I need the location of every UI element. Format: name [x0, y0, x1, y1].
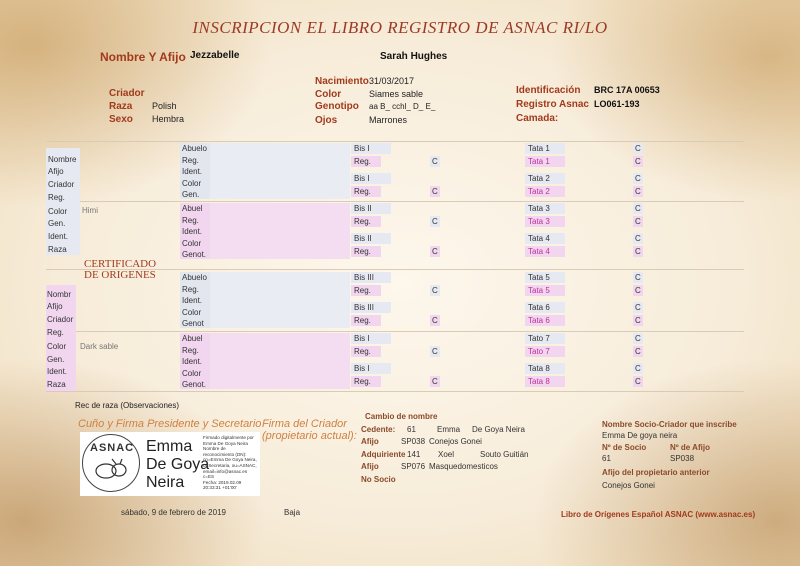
digital-signature-line: 20:33:31 +01'00'	[203, 485, 237, 491]
grandparent-field-label: Color	[182, 178, 202, 188]
c-label: C	[635, 316, 641, 325]
adq-last: Souto Guitián	[480, 450, 529, 459]
grandparent-field-label: Gen.	[182, 190, 200, 199]
c-label: C	[635, 187, 641, 196]
fecha: sábado, 9 de febrero de 2019	[121, 508, 226, 517]
cedente-label: Cedente:	[361, 425, 396, 434]
adq-name: Xoel	[438, 450, 455, 459]
cedente-afijo: De Goya Neira	[472, 425, 525, 434]
grandparent-field-label: Ident.	[182, 167, 203, 176]
great-grandparent-reg: Reg.	[354, 316, 371, 325]
adquiriente-label: Adquiriente	[361, 450, 406, 459]
raza-label: Raza	[109, 101, 133, 112]
tata-label-pink: Tata 6	[528, 316, 550, 325]
c-label: C	[635, 144, 641, 153]
digital-signature-text	[203, 435, 257, 491]
afijo1-label: Afijo	[361, 437, 379, 446]
cedente-num: 61	[407, 425, 416, 434]
c-label: C	[635, 204, 641, 213]
c-label: C	[635, 157, 641, 166]
father-field-label: Afijo	[48, 167, 64, 176]
ojos-label: Ojos	[315, 115, 338, 126]
mother-field-label: Ident.	[47, 367, 68, 376]
great-grandparent-reg: Reg.	[354, 286, 371, 295]
afijo2-name: Masquedomesticos	[429, 462, 498, 471]
firma-criador-label2: (propietario actual):	[262, 430, 357, 442]
great-grandparent-label: Bis I	[354, 144, 370, 153]
nsocio-label: Nº de Socio	[602, 443, 647, 452]
digital-signature-line: email=info@asnac.es	[203, 468, 248, 474]
asnac-logo: ASNAC	[90, 442, 135, 454]
tata-label: Tata 5	[528, 273, 550, 282]
sexo-value: Hembra	[152, 114, 185, 124]
tata-label-pink: Tata 5	[528, 286, 550, 295]
prev-title: Afijo del propietario anterior	[602, 468, 710, 477]
mother-field-label: Nombr	[47, 290, 72, 299]
c-label: C	[432, 316, 438, 325]
tata-label-pink: Tata 4	[528, 247, 550, 256]
father-color: Himi	[82, 206, 98, 215]
rec-raza: Rec de raza (Observaciones)	[75, 401, 180, 410]
afijo2-label: Afijo	[361, 462, 379, 471]
father-field-label: Raza	[48, 245, 67, 254]
page-title: INSCRIPCION EL LIBRO REGISTRO DE ASNAC RI/LO	[192, 18, 608, 37]
c-label: C	[432, 217, 438, 226]
nosocio-label: No Socio	[361, 475, 396, 484]
digital-signature-line: cn=Emma De Goya Neira,	[203, 457, 257, 463]
sig-name-2: De Goya	[146, 456, 210, 473]
tata-label-pink: Tata 1	[528, 157, 550, 166]
grandparent-field-label: Color	[182, 368, 202, 378]
afijo2-code: SP076	[401, 462, 426, 471]
digital-signature-line: Emma De Goya Neira	[203, 440, 248, 446]
c-label: C	[432, 157, 438, 166]
nafijo-value: SP038	[670, 454, 695, 463]
c-label: C	[635, 217, 641, 226]
great-grandparent-label: Bis I	[354, 334, 370, 343]
ident-label: Identificación	[516, 85, 581, 96]
prev-value: Conejos Gonei	[602, 481, 655, 490]
afijo1-name: Conejos Gonei	[429, 437, 482, 446]
father-field-label: Reg.	[48, 193, 65, 202]
tata-label: Tata 3	[528, 204, 550, 213]
c-label: C	[635, 334, 641, 343]
great-grandparent-reg: Reg.	[354, 347, 371, 356]
certificado-label: CERTIFICADO	[84, 258, 157, 270]
grandparent-field-label: Abuelo	[182, 144, 207, 153]
mother-field-label: Color	[47, 342, 67, 351]
great-grandparent-label: Bis I	[354, 174, 370, 183]
mother-field-label: Reg.	[47, 328, 64, 337]
nacimiento-label: Nacimiento	[315, 76, 369, 87]
libro-label: Libro de Orígenes Español ASNAC (www.asnac.es)	[561, 510, 756, 519]
c-label: C	[432, 377, 438, 386]
c-label: C	[635, 234, 641, 243]
camada-label: Camada:	[516, 113, 559, 124]
grandparent-field-label: Abuel	[182, 334, 203, 343]
great-grandparent-label: Bis II	[354, 204, 372, 213]
grandparent-field-label: Genot.	[182, 250, 207, 259]
digital-signature-line: c=ES	[203, 474, 215, 480]
mother-field-label: Raza	[47, 380, 66, 389]
tata-label-pink: Tata 8	[528, 377, 550, 386]
c-label: C	[635, 273, 641, 282]
grandparent-field-label: Color	[182, 307, 202, 317]
grandparent-field-label: Ident.	[182, 296, 203, 305]
ident-value: BRC 17A 00653	[594, 85, 660, 95]
sig-name-1: Emma	[146, 438, 193, 455]
great-grandparent-label: Bis III	[354, 273, 375, 282]
mother-field-label: Criador	[47, 315, 74, 324]
c-label: C	[635, 286, 641, 295]
digital-signature-line: o=Secretaria, ou=ASNAC,	[203, 462, 257, 468]
nombre-value: Jezzabelle	[190, 50, 240, 61]
mother-field-label: Gen.	[47, 355, 65, 364]
color-label: Color	[315, 89, 342, 100]
raza-value: Polish	[152, 101, 177, 111]
cuno-label: Cuño y Firma Presidente y Secretario	[78, 418, 262, 430]
nacimiento-value: 31/03/2017	[369, 76, 415, 86]
tata-label-pink: Tata 3	[528, 217, 550, 226]
baja-label: Baja	[284, 508, 301, 517]
grid-line	[46, 391, 744, 392]
c-label: C	[635, 174, 641, 183]
socio-title: Nombre Socio-Criador que inscribe	[602, 420, 737, 429]
grandparent-field-label: Reg.	[182, 215, 199, 225]
nombre-label: Nombre Y Afijo	[100, 50, 186, 64]
c-label: C	[635, 364, 641, 373]
tata-label: Tata 1	[528, 144, 550, 153]
origenes-label: DE ORIGENES	[84, 269, 156, 281]
c-label: C	[432, 247, 438, 256]
grandparent-field-label: Reg.	[182, 345, 199, 355]
tata-label: Tato 7	[528, 334, 550, 343]
digital-signature-line: Fecha: 2019.02.09	[203, 479, 242, 485]
c-label: C	[635, 377, 641, 386]
rabbit-icon	[92, 458, 130, 480]
owner-name: Sarah Hughes	[380, 51, 448, 62]
great-grandparent-label: Bis I	[354, 364, 370, 373]
digital-signature-line: reconocimiento (DN):	[203, 451, 247, 457]
tata-label-pink: Tato 7	[528, 347, 550, 356]
sig-name-3: Neira	[146, 474, 185, 491]
grandparent-field-label: Genot.	[182, 380, 207, 389]
father-field-label: Criador	[48, 180, 75, 189]
firma-criador-label: Firma del Criador	[262, 418, 347, 430]
great-grandparent-label: Bis II	[354, 234, 372, 243]
grid-line	[46, 201, 744, 202]
great-grandparent-reg: Reg.	[354, 377, 371, 386]
great-grandparent-label: Bis III	[354, 303, 375, 312]
grandparent-field-label: Color	[182, 238, 202, 248]
digital-signature-line: Firmado digitalmente por	[203, 435, 254, 440]
grid-line	[46, 331, 744, 332]
genotipo-label: Genotipo	[315, 101, 359, 112]
afijo1-code: SP038	[401, 437, 426, 446]
digital-signature-line: Nombre de	[203, 446, 226, 452]
grandparent-field-label: Ident.	[182, 357, 203, 366]
criador-label: Criador	[109, 88, 145, 99]
signature-box	[80, 432, 260, 496]
socio-name: Emma De goya neira	[602, 431, 678, 440]
mother-color: Dark sable	[80, 342, 119, 351]
c-label: C	[635, 303, 641, 312]
grid-line	[46, 141, 744, 142]
grandparent-field-label: Genot	[182, 319, 204, 328]
genotipo-value: aa B_ cchl_ D_ E_	[369, 102, 436, 111]
mother-field-label: Afijo	[47, 302, 63, 311]
registro-label: Registro Asnac	[516, 99, 589, 110]
great-grandparent-reg: Reg.	[354, 157, 371, 166]
father-field-label: Nombre	[48, 155, 77, 164]
sexo-label: Sexo	[109, 114, 133, 125]
grandparent-field-label: Reg.	[182, 155, 199, 165]
c-label: C	[432, 286, 438, 295]
cambio-label: Cambio de nombre	[365, 412, 438, 421]
great-grandparent-reg: Reg.	[354, 187, 371, 196]
nsocio-value: 61	[602, 454, 611, 463]
c-label: C	[635, 347, 641, 356]
tata-label: Tata 2	[528, 174, 550, 183]
grandparent-field-label: Abuel	[182, 204, 203, 213]
great-grandparent-reg: Reg.	[354, 247, 371, 256]
great-grandparent-reg: Reg.	[354, 217, 371, 226]
father-field-label: Ident.	[48, 232, 69, 241]
adq-num: 141	[407, 450, 421, 459]
ojos-value: Marrones	[369, 115, 408, 125]
cedente-name: Emma	[437, 425, 461, 434]
father-field-label: Color	[48, 207, 68, 216]
nafijo-label: Nº de Afijo	[670, 443, 710, 452]
father-field-label: Gen.	[48, 219, 66, 228]
color-value: Siames sable	[369, 89, 424, 99]
tata-label: Tata 6	[528, 303, 550, 312]
tata-label: Tata 8	[528, 364, 550, 373]
tata-label-pink: Tata 2	[528, 187, 550, 196]
grandparent-field-label: Ident.	[182, 227, 203, 236]
c-label: C	[635, 247, 641, 256]
c-label: C	[432, 187, 438, 196]
tata-label: Tata 4	[528, 234, 550, 243]
grandparent-field-label: Reg.	[182, 284, 199, 294]
registro-value: LO061-193	[594, 99, 640, 109]
grandparent-field-label: Abuelo	[182, 273, 207, 282]
c-label: C	[432, 347, 438, 356]
